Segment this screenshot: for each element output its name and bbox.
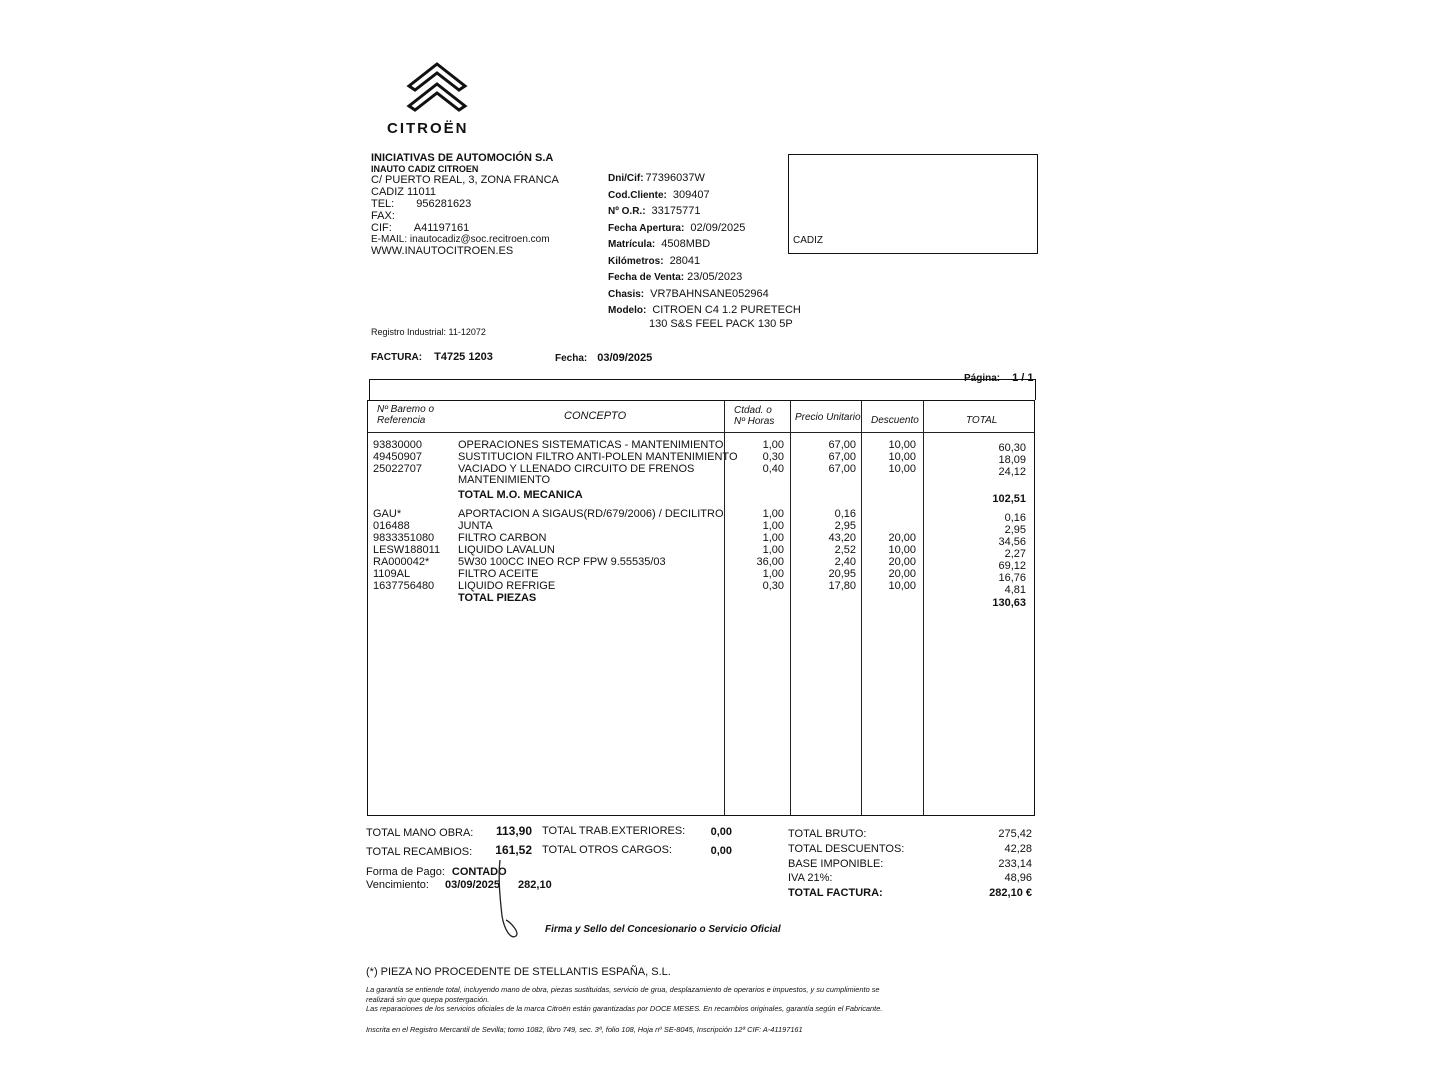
- company-fax: FAX:: [371, 210, 395, 222]
- total-recambios-value: 161,52: [495, 843, 532, 857]
- header-descuento: Descuento: [871, 415, 919, 426]
- row-cantidad: 1,00: [762, 544, 784, 556]
- row-descuento: 20,00: [888, 532, 916, 544]
- factura-date: Fecha: 03/09/2025: [555, 352, 653, 364]
- row-precio: 67,00: [828, 463, 856, 475]
- row-concepto: FILTRO ACEITE: [458, 568, 539, 580]
- totals-left: [366, 824, 473, 862]
- row-precio: 2,95: [834, 520, 856, 532]
- parts-total-row: [368, 592, 1034, 609]
- forma-pago-row: Forma de Pago: CONTADO: [366, 866, 507, 878]
- company-address2: CADIZ 11011: [371, 186, 437, 198]
- company-cif: CIF: A41197161: [371, 222, 470, 234]
- row-descuento: 10,00: [888, 580, 916, 592]
- descuentos-value: 42,28: [1004, 842, 1032, 855]
- labor-total-row-value: 102,51: [992, 493, 1026, 505]
- row-cantidad: 1,00: [762, 532, 784, 544]
- km-row: Kilómetros: 28041: [608, 254, 701, 267]
- bruto-value: 275,42: [998, 828, 1032, 840]
- client-block: [608, 170, 801, 331]
- row-ref: 93830000: [373, 439, 422, 451]
- totals-right-values: [952, 827, 1032, 901]
- row-total: 34,56: [998, 536, 1026, 548]
- company-name: INICIATIVAS DE AUTOMOCIÓN S.A: [371, 152, 554, 164]
- header-cantidad: Ctdad. o Nº Horas: [734, 405, 775, 427]
- bruto-label: TOTAL BRUTO:: [788, 828, 867, 840]
- table-row: [368, 451, 1034, 466]
- row-cantidad: 36,00: [756, 556, 784, 568]
- address-box: [788, 154, 1038, 254]
- parts-total-row-value: 130,63: [992, 597, 1026, 609]
- total-factura-value: 282,10 €: [989, 887, 1032, 900]
- dni-row: Dni/Cif: 77396037W: [608, 172, 705, 184]
- row-concepto: VACIADO Y LLENADO CIRCUITO DE FRENOS: [458, 463, 695, 475]
- row-ref: 49450907: [373, 451, 422, 463]
- row-concepto: OPERACIONES SISTEMATICAS - MANTENIMIENTO: [458, 439, 724, 451]
- modelo-row: Modelo: CITROEN C4 1.2 PURETECH: [608, 304, 801, 316]
- totals-right-labels: [788, 827, 904, 901]
- trab-ext-value: 0,00: [710, 826, 732, 838]
- row-ref: 25022707: [373, 463, 422, 475]
- iva-label: IVA 21%:: [788, 872, 833, 885]
- row-ref: LESW188011: [373, 544, 441, 556]
- modelo-row2: 130 S&S FEEL PACK 130 5P: [649, 317, 793, 330]
- table-row: [368, 463, 1034, 486]
- citroen-logo: [385, 60, 490, 140]
- row-total: 69,12: [998, 560, 1026, 572]
- header-total: TOTAL: [966, 415, 998, 426]
- table-row: [368, 439, 1034, 454]
- table-row: [368, 520, 1034, 536]
- company-email: E-MAIL: inautocadiz@soc.recitroen.com: [371, 234, 550, 245]
- footer-legal: La garantía se entiende total, incluyendo mano de obra, piezas sustituidas, servicio de grua, desplazamiento de operarios e impuestos, y su cumplimiento se realizará sin que quepa postergación. Las reparaciones de los servicios oficiales de la marca Citroën están garantizadas por DOCE MESES. En recambios originales, garantía según el Fabricante.: [366, 985, 883, 1013]
- labor-total-row-label: TOTAL M.O. MECANICA: [458, 489, 583, 501]
- row-total: 2,27: [1004, 548, 1026, 560]
- row-total: 2,95: [1004, 524, 1026, 536]
- table-row: [368, 580, 1034, 596]
- row-precio: 43,20: [828, 532, 856, 544]
- brand-wordmark: CITROËN: [387, 120, 469, 137]
- signature-caption: Firma y Sello del Concesionario o Servicio Oficial: [545, 924, 781, 935]
- table-body: [368, 439, 1034, 815]
- registro-industrial: Registro Industrial: 11-12072: [371, 327, 486, 337]
- table-row: [368, 556, 1034, 572]
- row-precio: 2,52: [834, 544, 856, 556]
- total-mano-obra-value: 113,90: [495, 824, 532, 838]
- labor-total-row: [368, 489, 1034, 505]
- table-row: [368, 532, 1034, 548]
- row-ref: GAU*: [373, 508, 402, 520]
- row-cantidad: 1,00: [762, 439, 784, 451]
- row-concepto: LIQUIDO LAVALUN: [458, 544, 555, 556]
- header-ref: Nº Baremo o Referencia: [377, 404, 435, 426]
- row-cantidad: 1,00: [762, 520, 784, 532]
- row-descuento: 10,00: [888, 544, 916, 556]
- footer-note: (*) PIEZA NO PROCEDENTE DE STELLANTIS ESPAÑA, S.L.: [366, 966, 671, 978]
- company-subname: INAUTO CADIZ CITROEN: [371, 164, 479, 174]
- address-city: CADIZ: [793, 235, 823, 246]
- row-descuento: 20,00: [888, 568, 916, 580]
- vencimiento-row: Vencimiento: 03/09/2025 282,10: [366, 879, 552, 891]
- matricula-row: Matrícula: 4508MBD: [608, 238, 711, 250]
- row-precio: 67,00: [828, 439, 856, 451]
- company-block: [371, 152, 601, 257]
- parts-total-row-label: TOTAL PIEZAS: [458, 592, 537, 604]
- row-descuento: 10,00: [888, 463, 916, 475]
- company-tel: TEL: 956281623: [371, 198, 472, 210]
- row-ref: 016488: [373, 520, 410, 532]
- otros-label: TOTAL OTROS CARGOS:: [542, 844, 672, 856]
- company-address1: C/ PUERTO REAL, 3, ZONA FRANCA: [371, 174, 559, 186]
- total-factura-label: TOTAL FACTURA:: [788, 887, 883, 900]
- row-cantidad: 0,30: [762, 451, 784, 463]
- table-row: [368, 508, 1034, 524]
- row-concepto: JUNTA: [458, 520, 493, 532]
- or-row: Nº O.R.: 33175771: [608, 205, 701, 217]
- row-ref: RA000042*: [373, 556, 430, 568]
- trab-ext-label: TOTAL TRAB.EXTERIORES:: [542, 825, 686, 837]
- row-concepto: 5W30 100CC INEO RCP FPW 9.55535/03: [458, 556, 666, 568]
- table-row: [368, 544, 1034, 560]
- row-concepto: APORTACION A SIGAUS(RD/679/2006) / DECILITRO: [458, 508, 724, 520]
- row-concepto: SUSTITUCION FILTRO ANTI-POLEN MANTENIMIENTO: [458, 451, 738, 463]
- row-cantidad: 1,00: [762, 508, 784, 520]
- header-precio: Precio Unitario: [795, 412, 861, 423]
- venta-row: Fecha de Venta: 23/05/2023: [608, 271, 743, 283]
- row-precio: 20,95: [828, 568, 856, 580]
- row-cantidad: 1,00: [762, 568, 784, 580]
- iva-value: 48,96: [1004, 872, 1032, 885]
- header-concepto: CONCEPTO: [564, 410, 627, 422]
- chasis-row: Chasis: VR7BAHNSANE052964: [608, 287, 769, 300]
- page-number: Página: 1 / 1: [964, 372, 1034, 384]
- row-descuento: 10,00: [888, 439, 916, 451]
- company-web: WWW.INAUTOCITROEN.ES: [371, 245, 514, 257]
- table-row: [368, 568, 1034, 584]
- row-precio: 2,40: [834, 556, 856, 568]
- row-descuento: 20,00: [888, 556, 916, 568]
- row-cantidad: 0,30: [762, 580, 784, 592]
- row-total: 18,09: [998, 454, 1026, 466]
- items-table: [367, 400, 1035, 816]
- row-total: 0,16: [1004, 512, 1026, 524]
- chevrons-icon: [385, 60, 490, 122]
- factura-number: FACTURA: T4725 1203: [371, 351, 493, 363]
- row-total: 60,30: [998, 442, 1026, 454]
- base-value: 233,14: [998, 857, 1032, 870]
- row-precio: 17,80: [828, 580, 856, 592]
- cod-cliente-row: Cod.Cliente: 309407: [608, 188, 710, 201]
- row-total: 24,12: [998, 466, 1026, 478]
- row-concepto: LIQUIDO REFRIGE: [458, 580, 556, 592]
- row-precio: 0,16: [834, 508, 856, 520]
- signature-scribble: [488, 858, 528, 948]
- row-cantidad: 0,40: [762, 463, 784, 475]
- row-ref: 1109AL: [373, 568, 411, 580]
- footer-registry: Inscrita en el Registro Mercantil de Sevilla; tomo 1082, libro 749, sec. 3ª, folio 108, Hoja nº SE-8045, Inscripción 12ª CIF: A-41197161: [366, 1025, 803, 1034]
- base-label: BASE IMPONIBLE:: [788, 857, 884, 870]
- row-total: 16,76: [998, 572, 1026, 584]
- row-ref: 9833351080: [373, 532, 435, 544]
- descuentos-label: TOTAL DESCUENTOS:: [788, 842, 905, 855]
- row-concepto: FILTRO CARBON: [458, 532, 547, 544]
- total-recambios-row: TOTAL RECAMBIOS:: [366, 846, 473, 858]
- row-concepto-2: MANTENIMIENTO: [458, 474, 551, 486]
- apertura-row: Fecha Apertura: 02/09/2025: [608, 221, 746, 234]
- row-total: 4,81: [1004, 584, 1026, 596]
- row-ref: 1637756480: [373, 580, 435, 592]
- row-precio: 67,00: [828, 451, 856, 463]
- row-descuento: 10,00: [888, 451, 916, 463]
- total-mano-obra-row: TOTAL MANO OBRA:: [366, 827, 474, 839]
- otros-value: 0,00: [710, 845, 732, 857]
- table-top-bar: [369, 379, 1036, 400]
